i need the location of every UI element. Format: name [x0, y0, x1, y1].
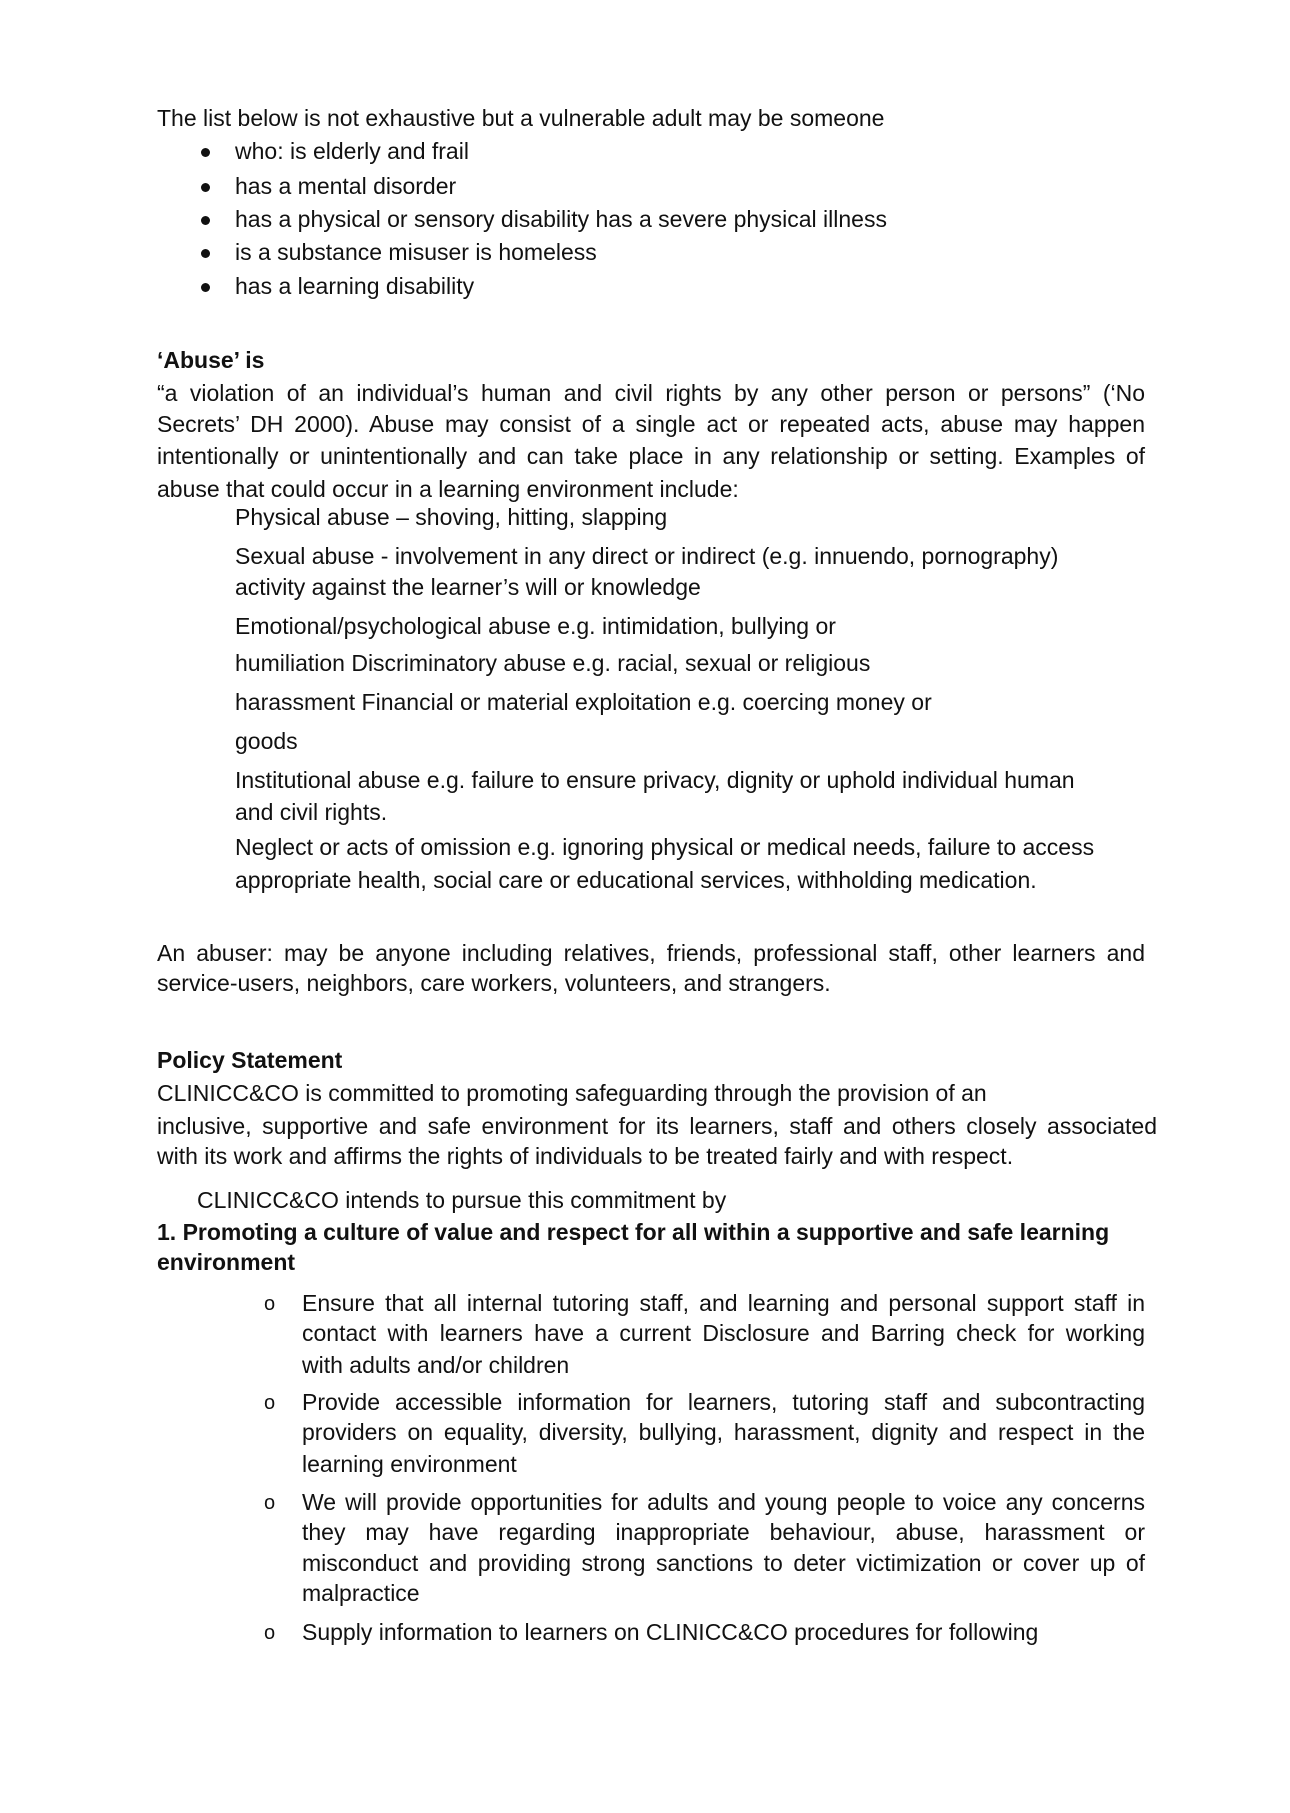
policy-line: inclusive, supportive and safe environment for its learners, staff and others closely associated	[157, 1113, 1157, 1139]
policy-line: with its work and affirms the rights of individuals to be treated fairly and with respect.	[157, 1143, 1014, 1169]
abuse-example: harassment Financial or material exploitation e.g. coercing money or	[235, 689, 932, 715]
list-item-line: Provide accessible information for learners, tutoring staff and subcontracting	[302, 1389, 1145, 1415]
list-item: has a physical or sensory disability has a severe physical illness	[235, 206, 887, 232]
list-item: is a substance misuser is homeless	[235, 239, 597, 265]
intro-text: The list below is not exhaustive but a vulnerable adult may be someone	[157, 105, 885, 131]
abuse-example: humiliation Discriminatory abuse e.g. racial, sexual or religious	[235, 650, 871, 676]
circle-bullet-icon: o	[264, 1392, 276, 1414]
bullet-icon	[201, 148, 210, 157]
bullet-icon	[201, 216, 210, 225]
abuse-example: Emotional/psychological abuse e.g. intimidation, bullying or	[235, 613, 836, 639]
list-item-line: Ensure that all internal tutoring staff, and learning and personal support staff in	[302, 1290, 1145, 1316]
commitment-intro: CLINICC&CO intends to pursue this commitment by	[197, 1187, 727, 1213]
abuse-heading: ‘Abuse’ is	[157, 347, 265, 373]
list-item-line: We will provide opportunities for adults and young people to voice any concerns	[302, 1489, 1145, 1515]
abuse-example: goods	[235, 728, 298, 754]
abuse-definition-line: intentionally or unintentionally and can take place in any relationship or setting. Examples of	[157, 443, 1145, 469]
abuse-definition-line: Secrets’ DH 2000). Abuse may consist of a single act or repeated acts, abuse may happen	[157, 411, 1145, 437]
abuse-definition-line: “a violation of an individual’s human and civil rights by any other person or persons” (‘No	[157, 380, 1145, 406]
list-item-line: Supply information to learners on CLINICC&CO procedures for following	[302, 1619, 1039, 1645]
abuse-example: Physical abuse – shoving, hitting, slapping	[235, 504, 668, 530]
list-item-line: providers on equality, diversity, bullying, harassment, dignity and respect in the	[302, 1419, 1145, 1445]
abuse-definition-line: abuse that could occur in a learning environment include:	[157, 476, 739, 502]
abuse-example: Neglect or acts of omission e.g. ignoring physical or medical needs, failure to access	[235, 834, 1095, 860]
abuser-line: service-users, neighbors, care workers, volunteers, and strangers.	[157, 970, 831, 996]
section1-heading-line: 1. Promoting a culture of value and respect for all within a supportive and safe learning	[157, 1219, 1110, 1245]
circle-bullet-icon: o	[264, 1492, 276, 1514]
abuse-example: Sexual abuse - involvement in any direct or indirect (e.g. innuendo, pornography)	[235, 543, 1059, 569]
bullet-icon	[201, 249, 210, 258]
policy-line: CLINICC&CO is committed to promoting safeguarding through the provision of an	[157, 1080, 987, 1106]
bullet-icon	[201, 183, 210, 192]
abuse-example: activity against the learner’s will or knowledge	[235, 574, 701, 600]
list-item-line: contact with learners have a current Disclosure and Barring check for working	[302, 1320, 1145, 1346]
list-item-line: malpractice	[302, 1580, 420, 1606]
abuse-example: and civil rights.	[235, 799, 388, 825]
bullet-icon	[201, 283, 210, 292]
list-item: has a learning disability	[235, 273, 475, 299]
list-item: has a mental disorder	[235, 173, 457, 199]
policy-heading: Policy Statement	[157, 1047, 343, 1073]
abuse-example: appropriate health, social care or educational services, withholding medication.	[235, 867, 1037, 893]
circle-bullet-icon: o	[264, 1293, 276, 1315]
list-item: who: is elderly and frail	[235, 138, 469, 164]
abuse-example: Institutional abuse e.g. failure to ensure privacy, dignity or uphold individual human	[235, 767, 1075, 793]
abuser-line: An abuser: may be anyone including relatives, friends, professional staff, other learners and	[157, 940, 1145, 966]
section1-heading-line: environment	[157, 1249, 296, 1275]
list-item-line: with adults and/or children	[302, 1352, 570, 1378]
list-item-line: learning environment	[302, 1451, 517, 1477]
list-item-line: misconduct and providing strong sanctions to deter victimization or cover up of	[302, 1550, 1145, 1576]
list-item-line: they may have regarding inappropriate behaviour, abuse, harassment or	[302, 1519, 1145, 1545]
circle-bullet-icon: o	[264, 1622, 276, 1644]
